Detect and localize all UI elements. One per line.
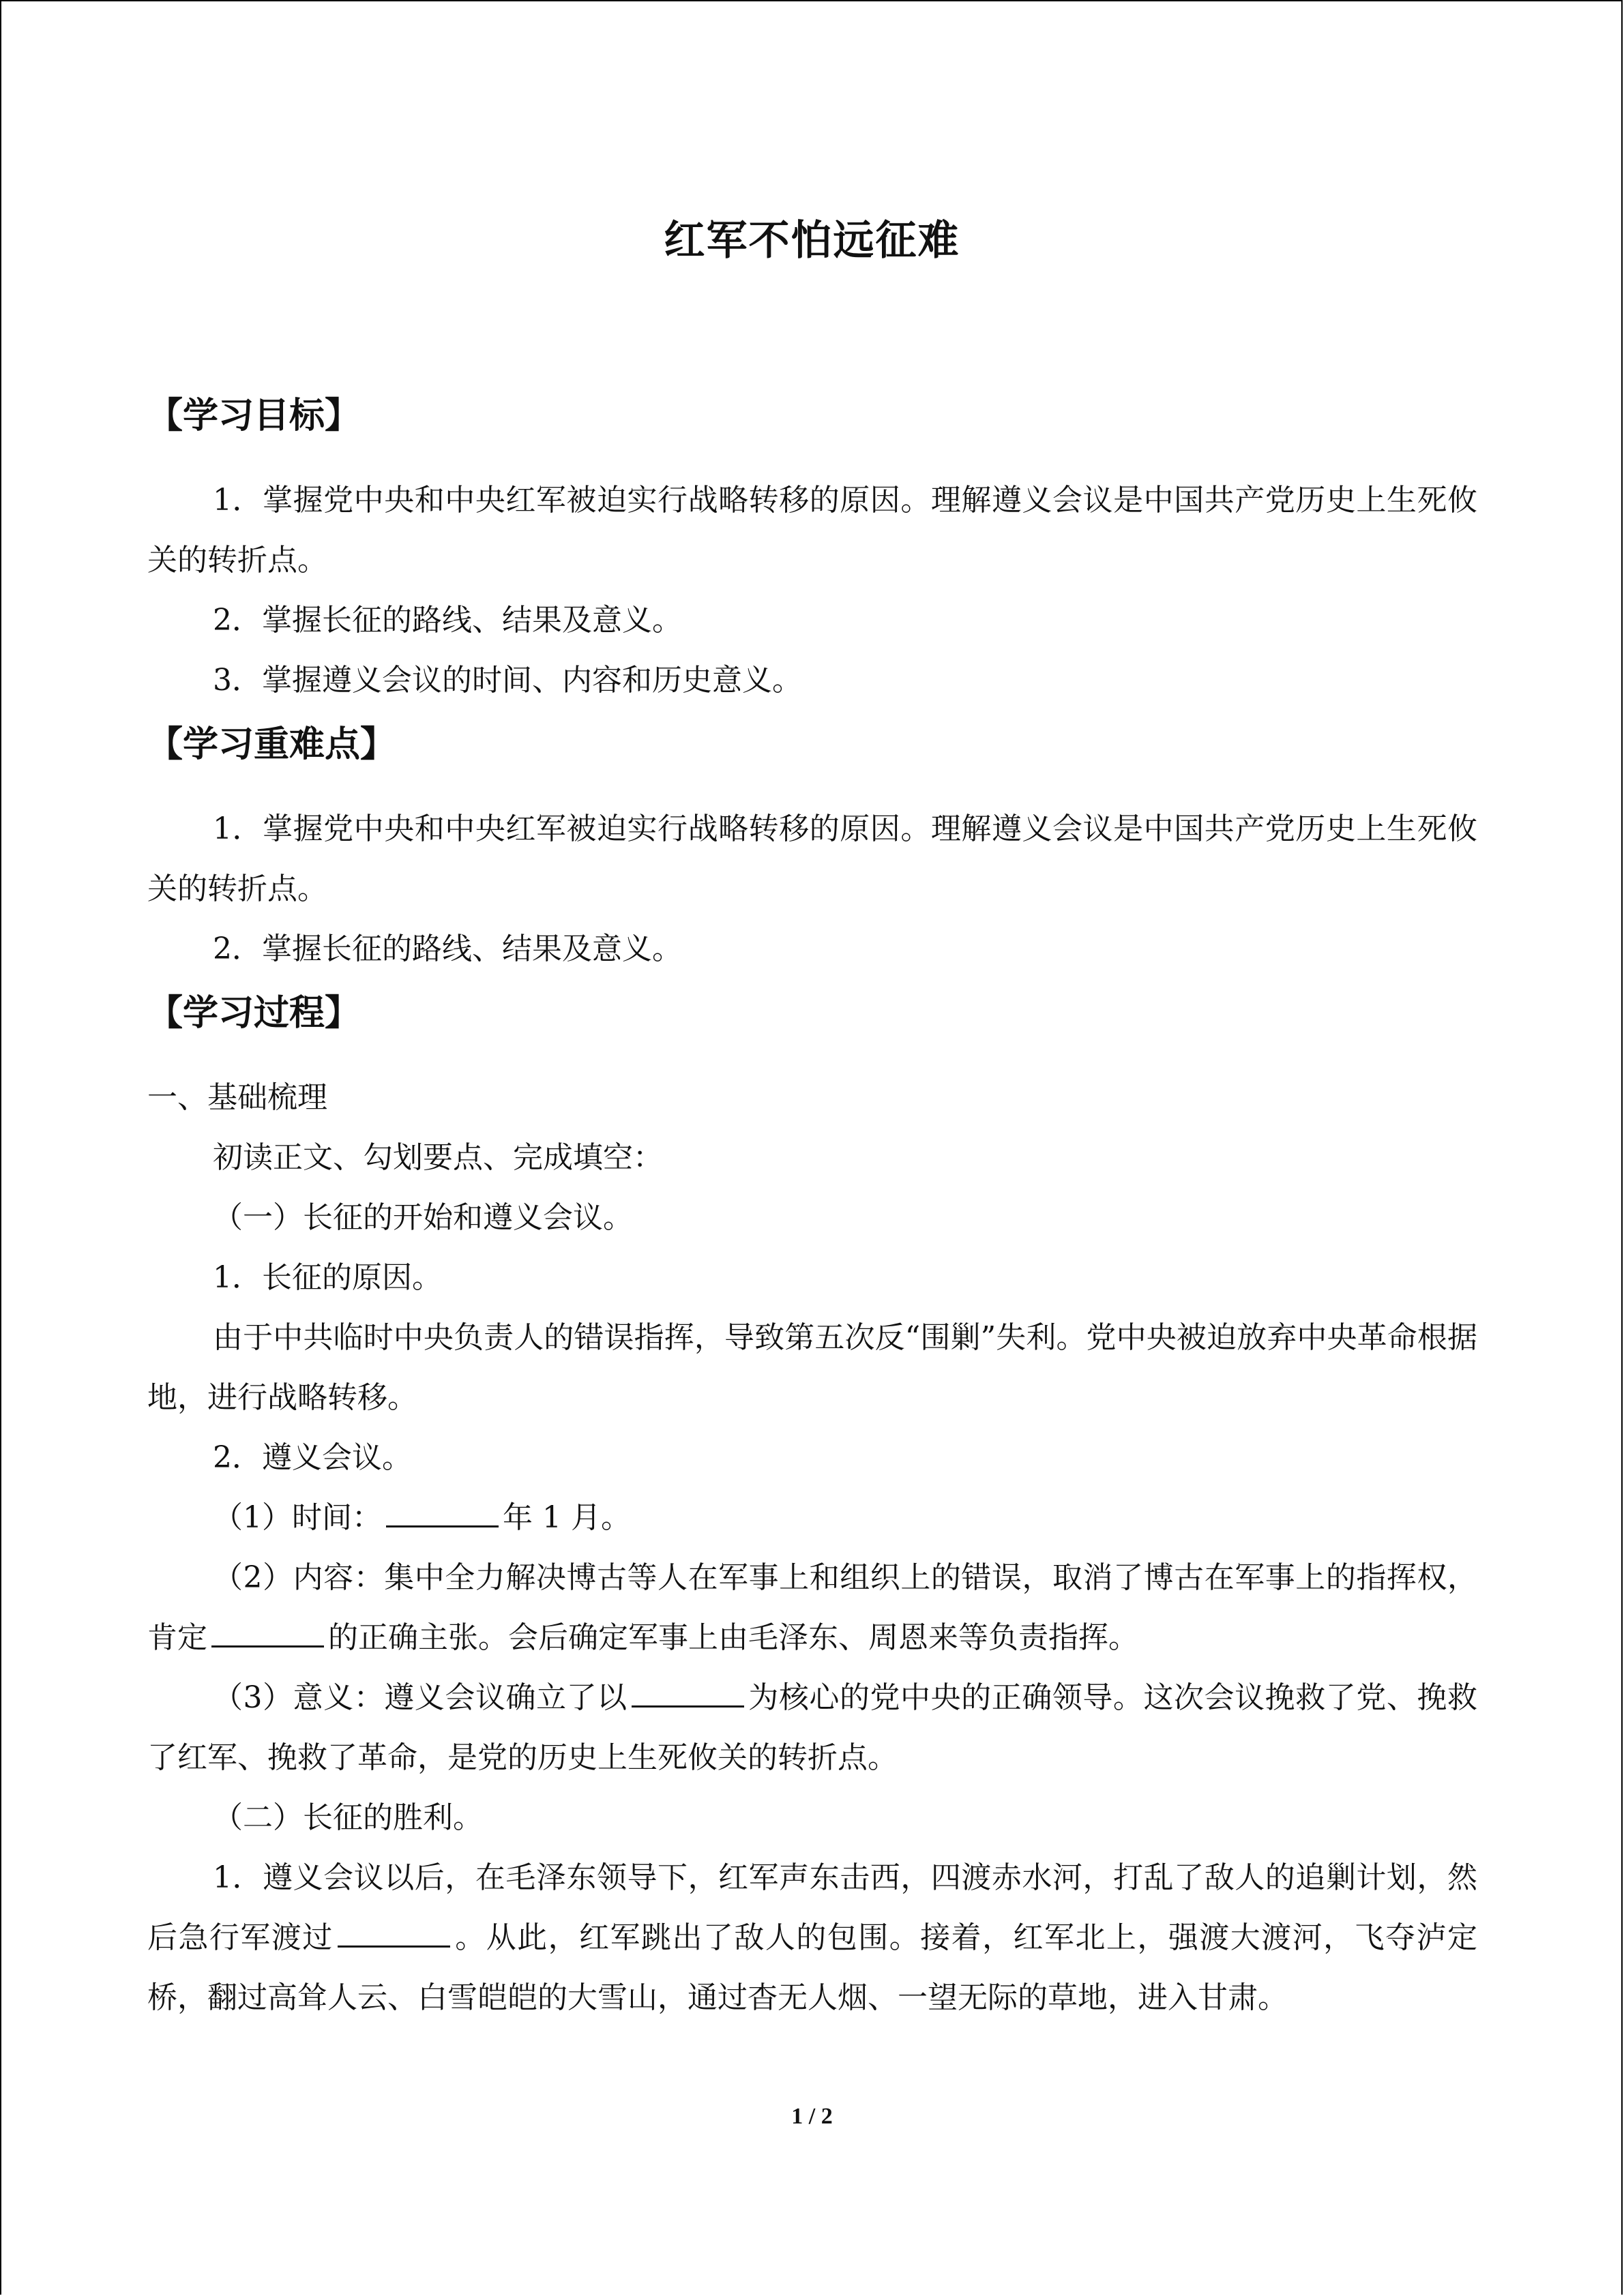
- goal-item-2: 2．掌握长征的路线、结果及意义。: [213, 603, 682, 638]
- section-heading-goals: 【学习目标】: [147, 396, 361, 436]
- question-1-title: 1．长征的原因。: [213, 1260, 442, 1295]
- part-heading-1: （一）长征的开始和遵义会议。: [213, 1200, 633, 1235]
- instruction-text: 初读正文、勾划要点、完成填空：: [213, 1140, 663, 1175]
- question-2-3: （3）意义：遵义会议确立了以 为核心的党中央的正确领导。这次会议挽救了党、挽救了红军、挽救了革命，是党的历史上生死攸关的转折点。: [147, 1668, 1477, 1788]
- question-2-2: （2）内容：集中全力解决博古等人在军事上和组织上的错误，取消了博古在军事上的指挥权，肯定 的正确主张。会后确定军事上由毛泽东、周恩来等负责指挥。: [147, 1560, 1477, 1655]
- question-1-text: 由于中共临时中央负责人的错误指挥，导致第五次反“围剿”失利。党中央被迫放弃中央革命根据地，进行战略转移。: [147, 1320, 1477, 1415]
- part-heading-2: （二）长征的胜利。: [213, 1800, 483, 1835]
- fill-blank[interactable]: [338, 1915, 450, 1948]
- key-point-item-1: 1．掌握党中央和中央红军被迫实行战略转移的原因。理解遵义会议是中国共产党历史上生死攸关的转折点。: [147, 811, 1477, 906]
- section-heading-process: 【学习过程】: [147, 993, 361, 1034]
- subsection-basic-review: 一、基础梳理: [147, 1080, 327, 1115]
- key-point-item-2: 2．掌握长征的路线、结果及意义。: [213, 931, 682, 966]
- goal-item-3: 3．掌握遵义会议的时间、内容和历史意义。: [213, 663, 802, 698]
- question-3: 1．遵义会议以后，在毛泽东领导下，红军声东击西，四渡赤水河，打乱了敌人的追剿计划，然后急行军渡过 。从此，红军跳出了敌人的包围。接着，红军北上，强渡大渡河，飞夺泸定桥，翻过高耸人云、白雪皑皑的大雪山，通过杳无人烟、一望无际的草地，进入甘肃。: [147, 1860, 1478, 2015]
- fill-blank[interactable]: [211, 1615, 324, 1648]
- goal-item-1: 1．掌握党中央和中央红军被迫实行战略转移的原因。理解遵义会议是中国共产党历史上生死攸关的转折点。: [147, 483, 1477, 578]
- question-2-1: （1）时间： 年 1 月。: [147, 1488, 1477, 1548]
- section-heading-key-points: 【学习重难点】: [147, 724, 396, 765]
- document-body: [147, 382, 1477, 2028]
- fill-blank[interactable]: [386, 1495, 499, 1527]
- question-2-title: 2．遵义会议。: [213, 1440, 412, 1475]
- fill-blank[interactable]: [632, 1675, 744, 1708]
- page-number: 1 / 2: [791, 2104, 833, 2129]
- page-title: 红军不怕远征难: [664, 217, 960, 265]
